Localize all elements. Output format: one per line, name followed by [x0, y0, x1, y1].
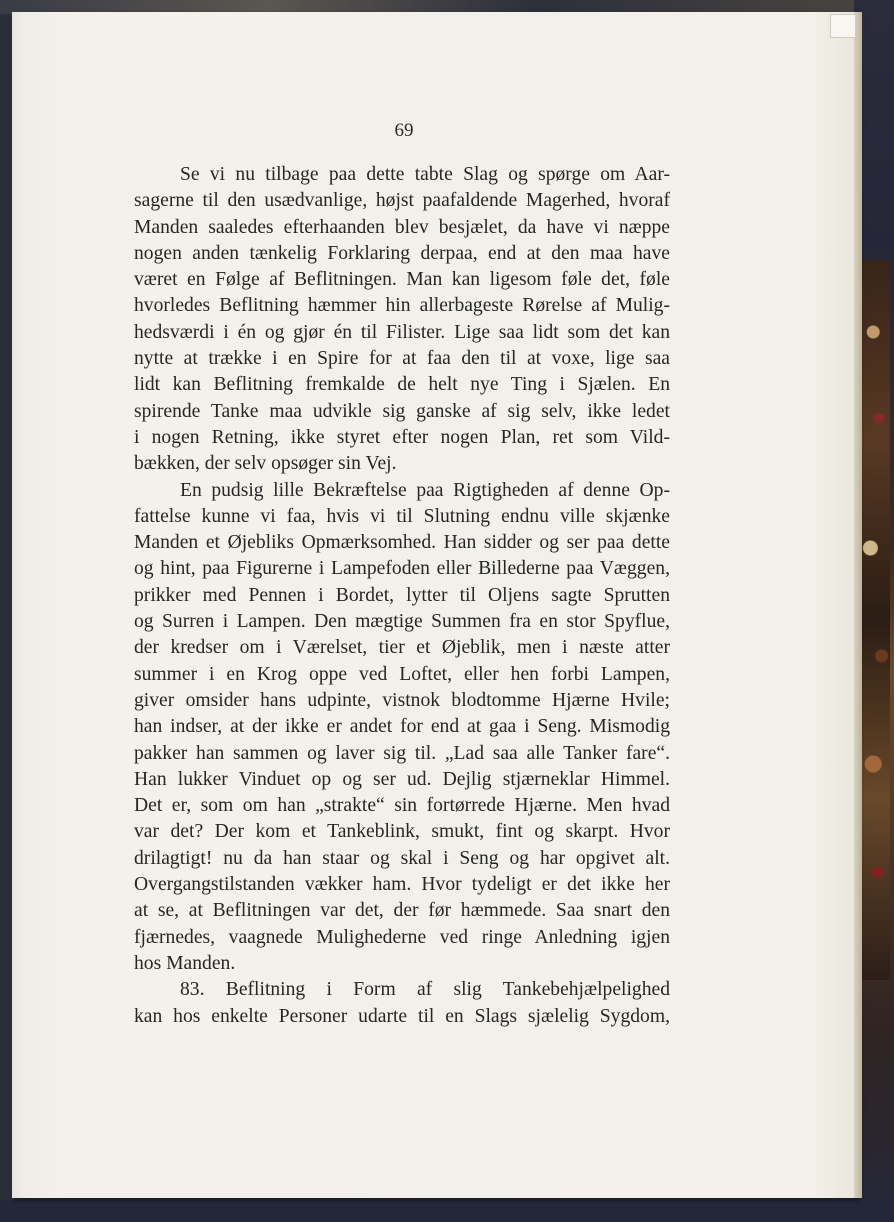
page-corner-tab — [830, 14, 856, 38]
marbled-endpaper — [862, 260, 890, 980]
text-line: bækken, der selv opsøger sin Vej. — [134, 453, 397, 475]
text-line: drilagtigt! nu da han staar og skal i Seng og har opgivet alt. — [134, 847, 670, 869]
text-line: giver omsider hans udpinte, vistnok blodtomme Hjærne Hvile; — [134, 689, 670, 711]
text-line: fattelse kunne vi faa, hvis vi til Slutning endnu ville skjænke — [134, 505, 670, 527]
page-edges — [854, 12, 862, 1198]
text-line: spirende Tanke maa udvikle sig ganske af sig selv, ikke ledet — [134, 400, 670, 422]
text-line: pakker han sammen og laver sig til. „Lad saa alle Tanker fare“. — [134, 742, 670, 764]
body-text — [134, 162, 670, 1030]
text-line: nytte at trække i en Spire for at faa den til at voxe, lige saa — [134, 348, 670, 370]
text-line: Han lukker Vinduet op og ser ud. Dejlig stjærneklar Himmel. — [134, 768, 670, 790]
text-line: summer i en Krog oppe ved Loftet, eller hen forbi Lampen, — [134, 663, 670, 685]
text-line: var det? Der kom et Tankeblink, smukt, fint og skarpt. Hvor — [134, 821, 670, 843]
text-line: han indser, at der ikke er andet for end at gaa i Seng. Mismodig — [134, 716, 670, 738]
text-line: Det er, som om han „strakte“ sin fortørrede Hjærne. Men hvad — [134, 795, 670, 817]
text-line: været en Følge af Beflitningen. Man kan ligesom føle det, føle — [134, 269, 670, 291]
page-number: 69 — [394, 120, 414, 141]
text-line: kan hos enkelte Personer udarte til en Slags sjælelig Sygdom, — [134, 1005, 670, 1027]
text-line: Manden et Øjebliks Opmærksomhed. Han sidder og ser paa dette — [134, 532, 670, 554]
text-line: lidt kan Beflitning fremkalde de helt nye Ting i Sjælen. En — [134, 374, 670, 396]
text-line: 83. Beflitning i Form af slig Tankebehjælpelighed — [180, 979, 670, 1001]
book-page — [12, 12, 858, 1198]
text-line: hos Manden. — [134, 952, 236, 974]
text-line: fjærnedes, vaagnede Mulighederne ved ringe Anledning igjen — [134, 926, 670, 948]
text-line: og Surren i Lampen. Den mægtige Summen fra en stor Spyflue, — [134, 611, 670, 633]
text-line: i nogen Retning, ikke styret efter nogen Plan, ret som Vild- — [134, 426, 670, 448]
text-line: En pudsig lille Bekræftelse paa Rigtigheden af denne Op- — [180, 479, 670, 501]
text-line: Se vi nu tilbage paa dette tabte Slag og spørge om Aar- — [180, 164, 670, 185]
text-line: hvorledes Beflitning hæmmer hin allerbageste Rørelse af Mulig- — [134, 295, 670, 317]
text-line: Overgangstilstanden vækker ham. Hvor tydeligt er det ikke her — [134, 874, 670, 896]
text-line: der kredser om i Værelset, tier et Øjeblik, men i næste atter — [134, 637, 670, 659]
text-line: nogen anden tænkelig Forklaring derpaa, end at den maa have — [134, 242, 670, 264]
text-line: prikker med Pennen i Bordet, lytter til Oljens sagte Sprutten — [134, 584, 670, 606]
text-line: Manden saaledes efterhaanden blev besjælet, da have vi næppe — [134, 216, 670, 238]
text-line: hedsværdi i én og gjør én til Filister. Lige saa lidt som det kan — [134, 321, 670, 343]
text-line: at se, at Beflitningen var det, der før hæmmede. Saa snart den — [134, 900, 670, 922]
text-line: sagerne til den usædvanlige, højst paafaldende Magerhed, hvoraf — [134, 190, 670, 212]
book-cover-bottom — [0, 1200, 894, 1222]
text-line: og hint, paa Figurerne i Lampefoden eller Billederne paa Væggen, — [134, 558, 670, 580]
